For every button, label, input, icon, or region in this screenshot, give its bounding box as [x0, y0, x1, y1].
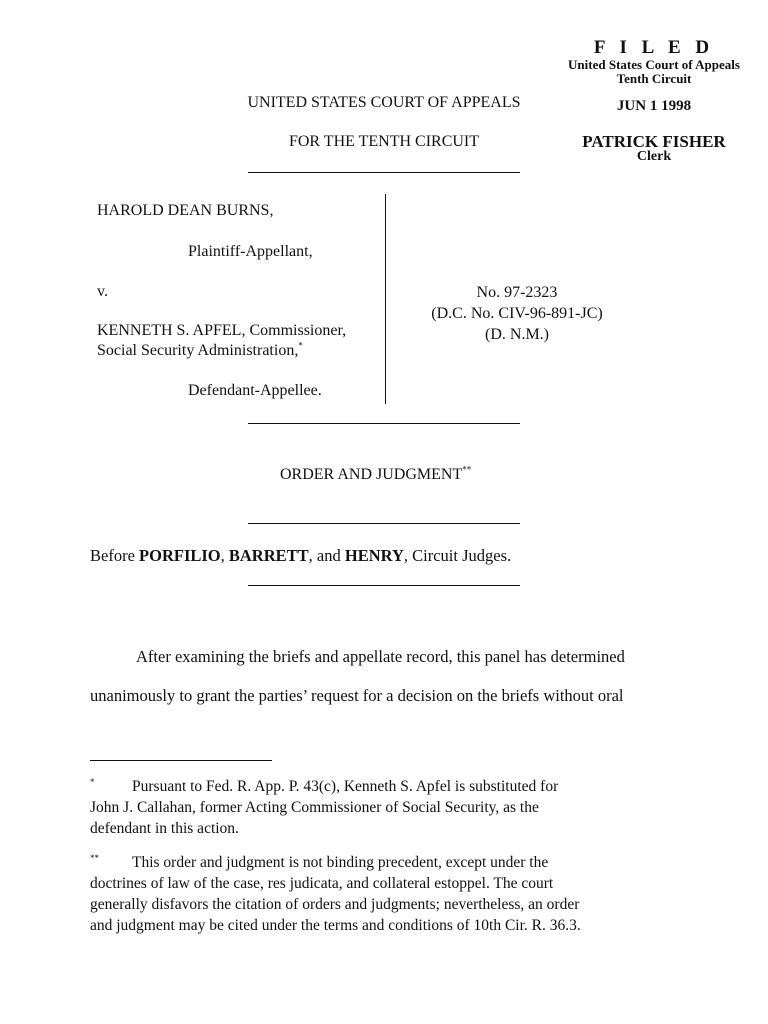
clerk-title: Clerk: [636, 149, 672, 164]
footnote-separator: [90, 760, 272, 761]
case-number: No. 97-2323: [476, 284, 558, 301]
judge-porfilio: PORFILIO: [139, 546, 221, 565]
caption-divider: [385, 194, 386, 404]
versus: v.: [97, 283, 108, 300]
judge-henry: HENRY: [344, 546, 404, 565]
judge-barrett: BARRETT: [228, 546, 309, 565]
panel-divider: [248, 585, 520, 586]
panel-line: Before PORFILIO, BARRETT, and HENRY, Circuit Judges.: [90, 546, 512, 565]
case-number-block: [412, 282, 622, 345]
plaintiff-role: Plaintiff-Appellant,: [188, 243, 313, 260]
plaintiff-name: HAROLD DEAN BURNS,: [97, 202, 274, 219]
footnote-2-mark: **: [90, 852, 99, 863]
footnote-ref-1: *: [298, 340, 303, 351]
title-divider: [248, 523, 520, 524]
district-court-number: (D.C. No. CIV-96-891-JC): [431, 305, 603, 322]
heading-divider: [248, 172, 520, 173]
footnote-1: * Pursuant to Fed. R. App. P. 43(c), Kenneth S. Apfel is substituted for John J. Callahan, former Acting Commissioner of Social Security, as the defendant in this action.: [90, 776, 559, 837]
footnote-2: ** This order and judgment is not binding precedent, except under the doctrines of law of the case, res judicata, and collateral estoppel. The court generally disfavors the citation of orders and judgments; nevertheless, an order and judgment may be cited under the terms and conditions of 10th Cir. R. 36.3.: [90, 852, 581, 934]
filed-stamp: [548, 38, 760, 164]
court-name: UNITED STATES COURT OF APPEALS: [247, 94, 521, 111]
body-line-2: unanimously to grant the parties’ request for a decision on the briefs without oral: [90, 686, 624, 705]
filed-circuit: Tenth Circuit: [616, 71, 692, 86]
defendant-name: KENNETH S. APFEL, Commissioner,: [97, 322, 347, 339]
caption-bottom-divider: [248, 423, 520, 424]
defendant-agency: Social Security Administration,*: [97, 340, 303, 359]
footnote-1-mark: *: [90, 776, 95, 787]
footnote-ref-2: **: [462, 464, 472, 475]
body-line-1: After examining the briefs and appellate record, this panel has determined: [136, 647, 625, 666]
filed-court-name: United States Court of Appeals: [568, 57, 740, 72]
document-title: ORDER AND JUDGMENT**: [280, 464, 472, 483]
clerk-name: PATRICK FISHER: [582, 132, 726, 151]
court-circuit: FOR THE TENTH CIRCUIT: [288, 133, 480, 150]
filed-date: JUN 1 1998: [616, 98, 692, 114]
defendant-role: Defendant-Appellee.: [188, 382, 322, 399]
district: (D. N.M.): [485, 326, 549, 343]
filed-label: F I L E D: [593, 37, 715, 58]
